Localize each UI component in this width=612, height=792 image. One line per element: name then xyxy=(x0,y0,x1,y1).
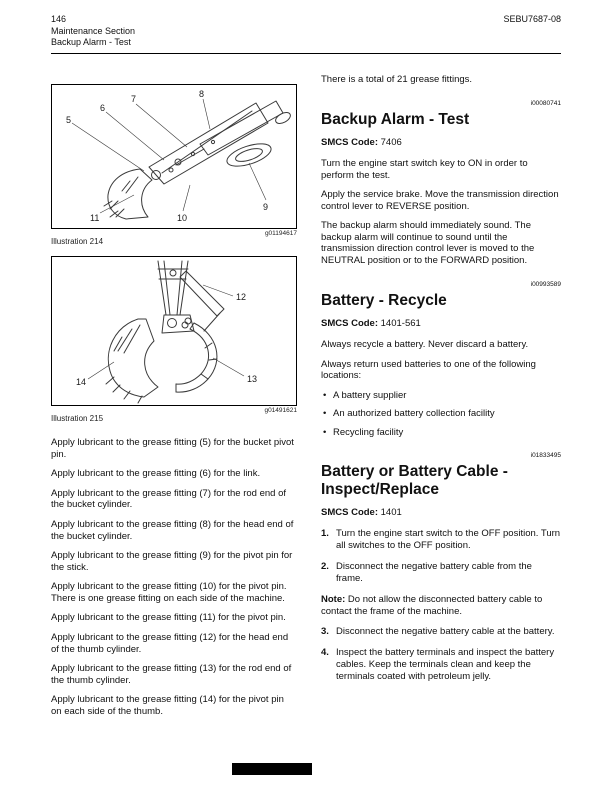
callout-5: 5 xyxy=(66,115,72,126)
step-number: 2. xyxy=(321,560,329,572)
note-text: Do not allow the disconnected battery cable to contact the frame of the machine. xyxy=(321,593,543,617)
smcs-code-line xyxy=(321,137,561,148)
lube-paragraph: Apply lubricant to the grease fitting (6) for the link. xyxy=(51,468,261,480)
callout-9: 9 xyxy=(263,202,269,213)
smcs-code-line xyxy=(321,507,561,518)
section-paragraph: Always recycle a battery. Never discard a battery. xyxy=(321,338,529,350)
section-id: i00080741 xyxy=(530,99,561,107)
illustration-215-label: Illustration 215 xyxy=(51,414,104,424)
bullet-icon xyxy=(323,390,333,402)
doc-code: SEBU7687-08 xyxy=(503,14,561,24)
smcs-label: SMCS Code: xyxy=(321,137,378,148)
illustration-214-drawing xyxy=(52,85,296,228)
step-number: 3. xyxy=(321,626,329,638)
numbered-step xyxy=(321,528,561,552)
callout-12: 12 xyxy=(236,292,247,303)
section-paragraph: The backup alarm should immediately sound. The backup alarm will continue to sound until the transmission direction control lever is moved to the NEUTRAL position or to the FORWARD position. xyxy=(321,220,535,267)
page-header xyxy=(51,14,561,49)
illustration-214-box xyxy=(51,84,297,229)
header-rule xyxy=(51,53,561,54)
lube-paragraph: Apply lubricant to the grease fitting (8) for the head end of the bucket cylinder. xyxy=(51,518,294,542)
smcs-label: SMCS Code: xyxy=(321,507,378,519)
left-column xyxy=(51,60,297,725)
section-id: i01833495 xyxy=(530,452,561,460)
step-text: Disconnect the negative battery cable at the battery. xyxy=(336,626,555,638)
callout-8: 8 xyxy=(199,89,205,100)
numbered-step xyxy=(321,647,561,683)
callout-10: 10 xyxy=(177,213,188,224)
bullet-item xyxy=(321,390,561,402)
header-section: Maintenance Section xyxy=(51,25,136,36)
bullet-item xyxy=(321,408,561,420)
header-subsection: Backup Alarm - Test xyxy=(51,37,131,48)
section-paragraph: Always return used batteries to one of the following locations: xyxy=(321,358,536,382)
two-column-layout xyxy=(51,60,561,725)
print-marker xyxy=(232,763,312,775)
illustration-215-box xyxy=(51,256,297,406)
step-text: Inspect the battery terminals and inspect the battery cables. Keep the terminals clean and keep the terminals coated with petroleum jelly. xyxy=(336,647,555,683)
lube-paragraph: Apply lubricant to the grease fitting (11) for the pivot pin. xyxy=(51,612,286,624)
note-label: Note: xyxy=(321,593,346,605)
section-paragraph: Turn the engine start switch key to ON in order to perform the test. xyxy=(321,158,528,181)
bullet-text: Recycling facility xyxy=(333,426,404,438)
lube-paragraph: Apply lubricant to the grease fitting (12) for the head end of the thumb cylinder. xyxy=(51,632,289,655)
smcs-code-line xyxy=(321,318,561,329)
lube-paragraph: Apply lubricant to the grease fitting (7) for the rod end of the bucket cylinder. xyxy=(51,487,286,511)
smcs-value: 1401 xyxy=(380,507,402,519)
lube-paragraph: Apply lubricant to the grease fitting (13) for the rod end of the thumb cylinder. xyxy=(51,663,292,686)
smcs-label: SMCS Code: xyxy=(321,317,378,329)
lube-paragraph: Apply lubricant to the grease fitting (5) for the bucket pivot pin. xyxy=(51,437,294,460)
numbered-step xyxy=(321,626,561,638)
lube-paragraph: Apply lubricant to the grease fitting (14) for the pivot pin on each side of the thumb. xyxy=(51,694,284,717)
step-number: 1. xyxy=(321,528,329,540)
lube-paragraph: Apply lubricant to the grease fitting (9) for the pivot pin for the stick. xyxy=(51,550,293,573)
section-id: i00993589 xyxy=(530,280,561,288)
callout-6: 6 xyxy=(100,103,106,114)
section-title-battery-cable: Battery or Battery Cable - Inspect/Replace xyxy=(321,463,508,498)
callout-14: 14 xyxy=(76,377,87,388)
header-left xyxy=(51,14,135,49)
lube-paragraph: Apply lubricant to the grease fitting (10) for the pivot pin. There is one grease fitting on each side of the machine. xyxy=(51,581,287,604)
smcs-value: 7406 xyxy=(380,137,402,148)
numbered-step xyxy=(321,561,561,585)
callout-11: 11 xyxy=(90,213,100,224)
bullet-icon xyxy=(323,427,333,439)
step-number: 4. xyxy=(321,647,329,659)
bullet-item xyxy=(321,427,561,439)
intro-paragraph: There is a total of 21 grease fittings. xyxy=(321,74,473,86)
illustration-215-drawing xyxy=(52,257,296,405)
note-paragraph xyxy=(321,594,561,618)
right-column xyxy=(321,60,561,725)
smcs-value: 1401-561 xyxy=(380,317,421,329)
illustration-214-ref: g01194617 xyxy=(264,230,297,238)
bullet-text: A battery supplier xyxy=(333,389,407,401)
section-title-backup-alarm: Backup Alarm - Test xyxy=(321,110,470,128)
bullet-icon xyxy=(323,408,333,420)
illustration-215-caption xyxy=(51,407,297,423)
section-title-battery-recycle: Battery - Recycle xyxy=(321,291,447,309)
step-text: Turn the engine start switch to the OFF position. Turn all switches to the OFF position. xyxy=(336,528,561,552)
illustration-215-ref: g01491621 xyxy=(264,407,297,415)
step-text: Disconnect the negative battery cable from the frame. xyxy=(336,560,532,584)
illustration-214-caption xyxy=(51,230,297,246)
illustration-214-label: Illustration 214 xyxy=(51,237,104,247)
section-paragraph: Apply the service brake. Move the transmission direction control lever to REVERSE position. xyxy=(321,189,559,212)
bullet-text: An authorized battery collection facility xyxy=(333,408,495,420)
callout-7: 7 xyxy=(131,94,137,105)
callout-13: 13 xyxy=(247,374,258,385)
bucket-thumb-line-art xyxy=(106,261,224,403)
page-number: 146 xyxy=(51,14,67,24)
illustration-215-callouts xyxy=(76,285,257,387)
